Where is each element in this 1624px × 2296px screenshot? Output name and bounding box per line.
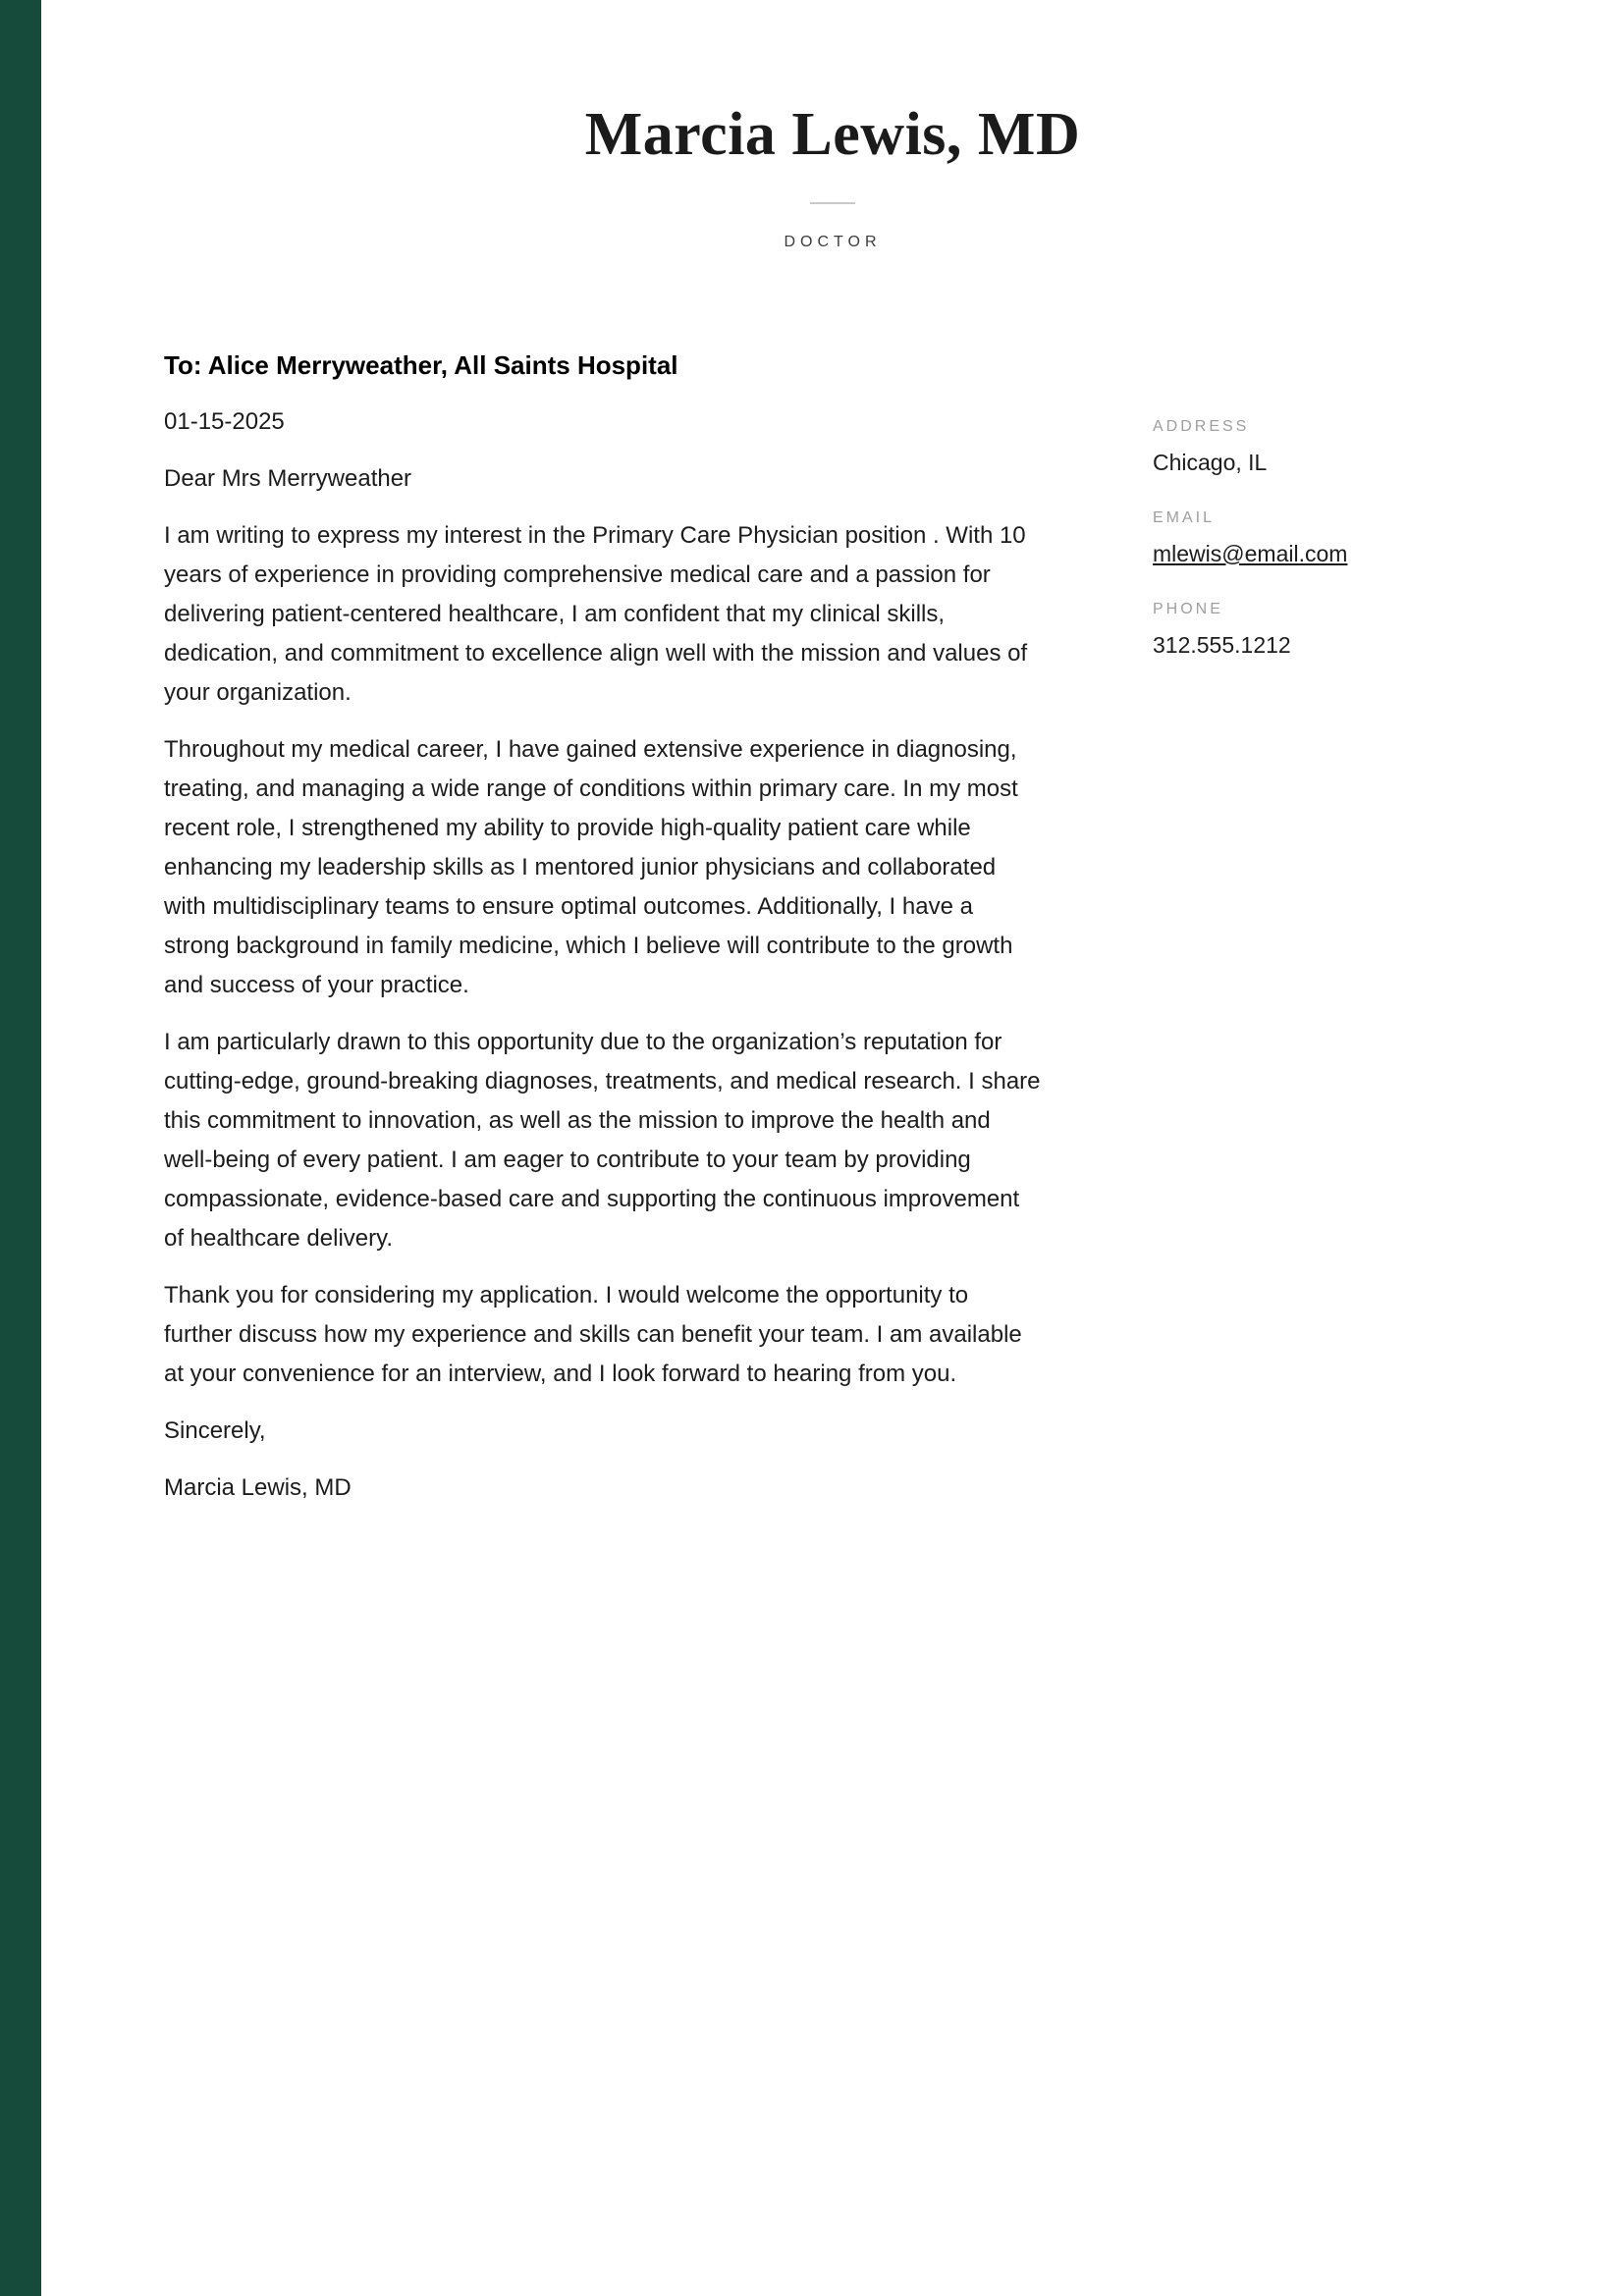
salutation-line: Dear Mrs Merryweather — [164, 465, 412, 492]
address-label: ADDRESS — [1153, 418, 1250, 435]
recipient-line: To: Alice Merryweather, All Saints Hospital — [164, 350, 678, 380]
contact-sidebar — [1153, 418, 1506, 692]
address-value: Chicago, IL — [1153, 450, 1268, 475]
date-line: 01-15-2025 — [164, 408, 285, 435]
letter-paragraph: I am particularly drawn to this opportunity due to the organization’s reputation for cutting-edge, ground-breaking diagnoses, treatments, and medical research. I share this commitment to innovation, as well as the mission to improve the health and well-being of every patient. I am eager to contribute to your team by providing compassionate, evidence-based care and supporting the continuous improvement of healthcare delivery. — [164, 1029, 1041, 1252]
letter-paragraph: Throughout my medical career, I have gained extensive experience in diagnosing, treating, and managing a wide range of conditions within primary care. In my most recent role, I strengthened my ability to provide high-quality patient care while enhancing my leadership skills as I mentored junior physicians and collaborated with multidisciplinary teams to ensure optimal outcomes. Additionally, I have a strong background in family medicine, which I believe will contribute to the growth and success of your practice. — [164, 736, 1018, 998]
signature-line: Marcia Lewis, MD — [164, 1474, 352, 1501]
letter-body — [164, 346, 1043, 1525]
page-title: Marcia Lewis, MD — [584, 101, 1081, 168]
job-title: DOCTOR — [784, 234, 882, 250]
email-label: EMAIL — [1153, 508, 1216, 526]
closing-line: Sincerely, — [164, 1417, 266, 1444]
letter-paragraph: Thank you for considering my application. I would welcome the opportunity to further discuss how my experience and skills can benefit your team. I am available at your convenience for an interview, and I look forward to hearing from you. — [164, 1282, 1022, 1387]
phone-label: PHONE — [1153, 600, 1223, 617]
email-link[interactable]: mlewis@email.com — [1153, 540, 1348, 566]
letter-paragraph: I am writing to express my interest in the Primary Care Physician position . With 10 years of experience in providing comprehensive medical care and a passion for delivering patient-centered healthcare, I am confident that my clinical skills, dedication, and commitment to excellence align well with the mission and values of your organization. — [164, 522, 1028, 706]
header-divider — [810, 202, 855, 204]
accent-bar — [0, 0, 41, 2296]
phone-value: 312.555.1212 — [1153, 631, 1291, 658]
letter-header — [41, 101, 1624, 251]
